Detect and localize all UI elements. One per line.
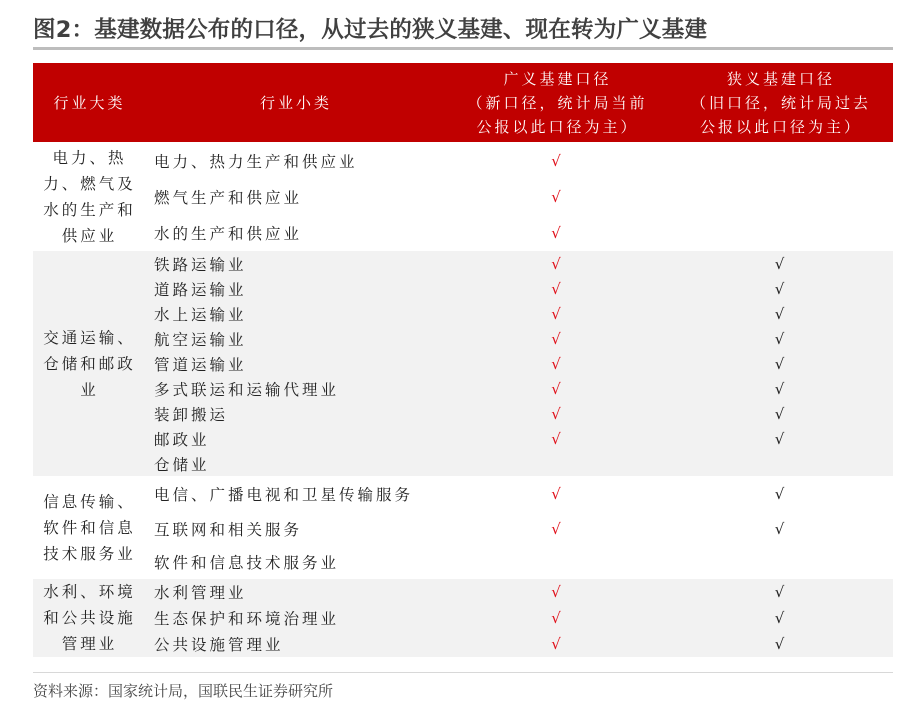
table-row <box>33 215 893 251</box>
subcategory-cell: 多式联运和运输代理业 <box>146 376 446 401</box>
check-icon: √ <box>774 254 788 273</box>
subcategory-cell: 生态保护和环境治理业 <box>146 605 446 631</box>
category-cell: 水利、环境和公共设施管理业 <box>33 579 146 657</box>
broad-check-cell <box>446 579 669 605</box>
check-icon: √ <box>774 354 788 373</box>
narrow-check-cell <box>669 251 893 276</box>
subcategory-cell: 管道运输业 <box>146 351 446 376</box>
broad-check-cell <box>446 179 669 215</box>
table-row <box>33 545 893 579</box>
narrow-check-cell <box>669 631 893 657</box>
check-icon: √ <box>774 304 788 323</box>
broad-check-cell <box>446 351 669 376</box>
check-icon: √ <box>551 151 564 170</box>
check-icon: √ <box>551 304 564 323</box>
broad-check-cell <box>446 301 669 326</box>
infrastructure-scope-table <box>33 63 893 657</box>
table-header-row <box>33 63 893 142</box>
narrow-check-cell <box>669 401 893 426</box>
header-narrow-scope <box>669 63 893 142</box>
narrow-check-cell <box>669 476 893 512</box>
check-icon: √ <box>774 519 788 538</box>
broad-check-cell <box>446 401 669 426</box>
narrow-check-cell <box>669 376 893 401</box>
check-icon: √ <box>551 404 564 423</box>
subcategory-cell: 公共设施管理业 <box>146 631 446 657</box>
broad-check-cell <box>446 451 669 476</box>
broad-check-cell <box>446 215 669 251</box>
check-icon: √ <box>551 583 564 601</box>
broad-check-cell <box>446 142 669 179</box>
table-body <box>33 142 893 657</box>
check-icon: √ <box>774 583 788 601</box>
table-row <box>33 476 893 512</box>
header-broad-line: 公报以此口径为主） <box>476 117 639 136</box>
narrow-check-cell <box>669 276 893 301</box>
category-cell: 交通运输、仓储和邮政业 <box>33 251 146 476</box>
broad-check-cell <box>446 276 669 301</box>
table-row <box>33 142 893 179</box>
narrow-check-cell <box>669 426 893 451</box>
table-row <box>33 631 893 657</box>
check-icon: √ <box>774 279 788 298</box>
narrow-check-cell <box>669 179 893 215</box>
check-icon: √ <box>774 329 788 348</box>
subcategory-cell: 装卸搬运 <box>146 401 446 426</box>
check-icon: √ <box>551 329 564 348</box>
header-category: 行业大类 <box>33 63 146 142</box>
check-icon: √ <box>551 254 564 273</box>
subcategory-cell: 燃气生产和供应业 <box>146 179 446 215</box>
table-row <box>33 179 893 215</box>
header-narrow-line: （旧口径，统计局过去 <box>690 93 871 112</box>
table-row <box>33 326 893 351</box>
subcategory-cell: 水的生产和供应业 <box>146 215 446 251</box>
subcategory-cell: 电力、热力生产和供应业 <box>146 142 446 179</box>
subcategory-cell: 软件和信息技术服务业 <box>146 545 446 579</box>
check-icon: √ <box>551 485 564 503</box>
narrow-check-cell <box>669 301 893 326</box>
header-narrow-line: 狭义基建口径 <box>726 69 835 88</box>
narrow-check-cell <box>669 142 893 179</box>
subcategory-cell: 电信、广播电视和卫星传输服务 <box>146 476 446 512</box>
category-cell: 信息传输、软件和信息技术服务业 <box>33 476 146 579</box>
category-cell: 电力、热力、燃气及水的生产和供应业 <box>33 142 146 251</box>
check-icon: √ <box>774 429 788 448</box>
title-divider <box>33 47 893 50</box>
check-icon: √ <box>774 635 788 653</box>
table-row <box>33 579 893 605</box>
check-icon: √ <box>551 224 564 242</box>
header-broad-scope <box>446 63 669 142</box>
broad-check-cell <box>446 376 669 401</box>
source-note: 资料来源：国家统计局，国联民生证券研究所 <box>33 682 334 700</box>
subcategory-cell: 水上运输业 <box>146 301 446 326</box>
narrow-check-cell <box>669 579 893 605</box>
broad-check-cell <box>446 631 669 657</box>
narrow-check-cell <box>669 512 893 545</box>
table-row <box>33 276 893 301</box>
table-row <box>33 426 893 451</box>
narrow-check-cell <box>669 545 893 579</box>
header-subcategory: 行业小类 <box>146 63 446 142</box>
table-row <box>33 401 893 426</box>
broad-check-cell <box>446 605 669 631</box>
check-icon: √ <box>774 609 788 627</box>
subcategory-cell: 互联网和相关服务 <box>146 512 446 545</box>
narrow-check-cell <box>669 605 893 631</box>
broad-check-cell <box>446 545 669 579</box>
check-icon: √ <box>551 379 564 398</box>
broad-check-cell <box>446 326 669 351</box>
table-row <box>33 451 893 476</box>
subcategory-cell: 仓储业 <box>146 451 446 476</box>
table-row <box>33 251 893 276</box>
table-row <box>33 376 893 401</box>
footer-divider <box>33 672 893 673</box>
subcategory-cell: 航空运输业 <box>146 326 446 351</box>
narrow-check-cell <box>669 351 893 376</box>
check-icon: √ <box>774 379 788 398</box>
broad-check-cell <box>446 476 669 512</box>
check-icon: √ <box>774 404 788 423</box>
broad-check-cell <box>446 512 669 545</box>
table-row <box>33 351 893 376</box>
check-icon: √ <box>551 279 564 298</box>
subcategory-cell: 邮政业 <box>146 426 446 451</box>
figure-title: 图2：基建数据公布的口径，从过去的狭义基建、现在转为广义基建 <box>33 17 708 43</box>
subcategory-cell: 水利管理业 <box>146 579 446 605</box>
header-narrow-line: 公报以此口径为主） <box>699 117 862 136</box>
check-icon: √ <box>551 429 564 448</box>
header-broad-line: 广义基建口径 <box>503 69 612 88</box>
subcategory-cell: 铁路运输业 <box>146 251 446 276</box>
check-icon: √ <box>551 188 564 206</box>
table-row <box>33 301 893 326</box>
narrow-check-cell <box>669 215 893 251</box>
table-row <box>33 605 893 631</box>
check-icon: √ <box>551 519 564 538</box>
broad-check-cell <box>446 251 669 276</box>
table-row <box>33 512 893 545</box>
check-icon: √ <box>551 609 564 627</box>
check-icon: √ <box>551 354 564 373</box>
narrow-check-cell <box>669 326 893 351</box>
check-icon: √ <box>774 485 788 503</box>
header-broad-line: （新口径，统计局当前 <box>467 93 648 112</box>
check-icon: √ <box>551 635 564 653</box>
broad-check-cell <box>446 426 669 451</box>
narrow-check-cell <box>669 451 893 476</box>
subcategory-cell: 道路运输业 <box>146 276 446 301</box>
